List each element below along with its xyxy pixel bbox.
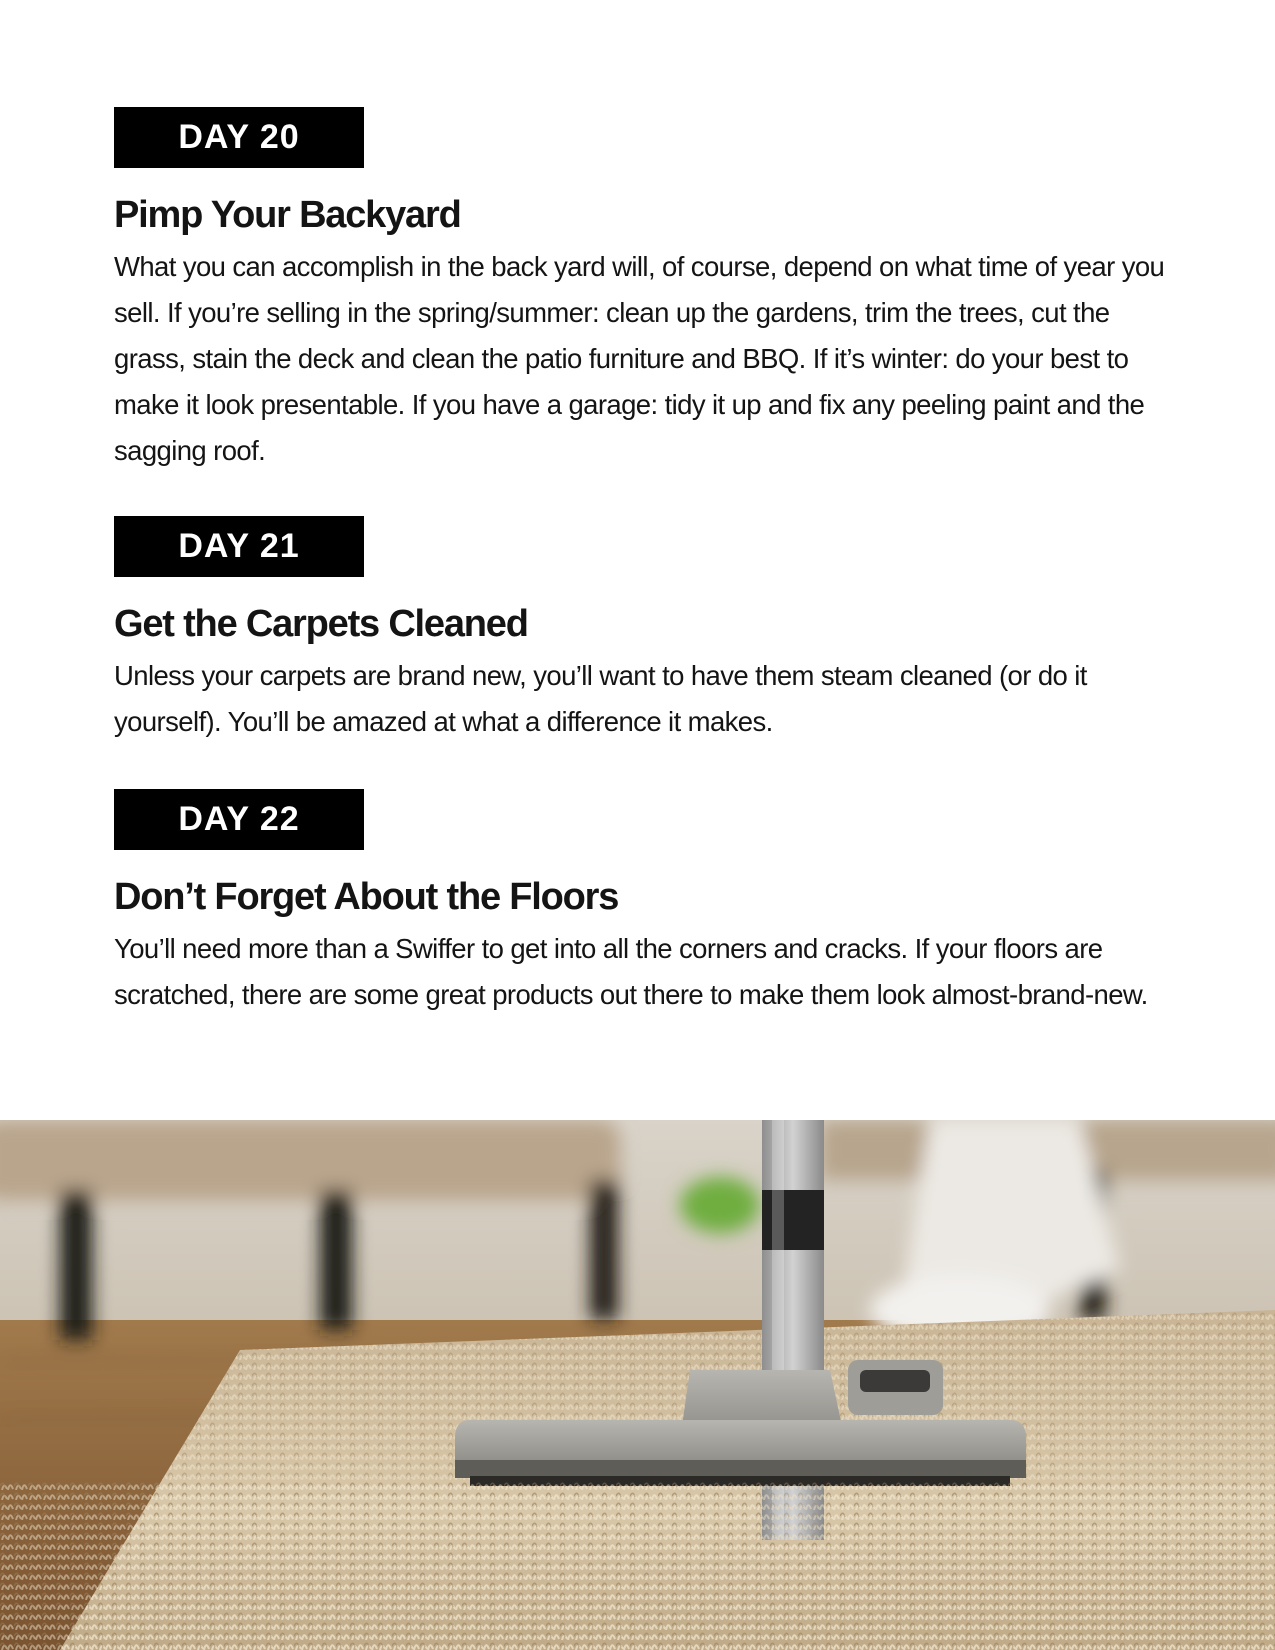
day-22-section: [114, 789, 1174, 1018]
day-badge: DAY 21: [114, 516, 364, 577]
day-20-section: [114, 107, 1174, 474]
section-heading: Don’t Forget About the Floors: [114, 876, 619, 918]
section-body: Unless your carpets are brand new, you’ll want to have them steam cleaned (or do it yourself). You’ll be amazed at what a difference it makes.: [114, 660, 1087, 737]
section-body: What you can accomplish in the back yard will, of course, depend on what time of year you sell. If you’re selling in the spring/summer: clean up the gardens, trim the trees, cut the grass, stain the deck and clean the patio furniture and BBQ. If it’s winter: do your best to make it look presentable. If you have a garage: tidy it up and fix any peeling paint and the sagging roof.: [114, 251, 1165, 466]
day-21-section: [114, 516, 1174, 745]
day-badge: DAY 22: [114, 789, 364, 850]
section-heading: Pimp Your Backyard: [114, 194, 461, 236]
day-badge: DAY 20: [114, 107, 364, 168]
section-body: You’ll need more than a Swiffer to get into all the corners and cracks. If your floors are scratched, there are some great products out there to make them look almost-brand-new.: [114, 933, 1148, 1010]
vacuum-on-carpet-photo: [0, 1120, 1275, 1650]
section-heading: Get the Carpets Cleaned: [114, 603, 528, 645]
